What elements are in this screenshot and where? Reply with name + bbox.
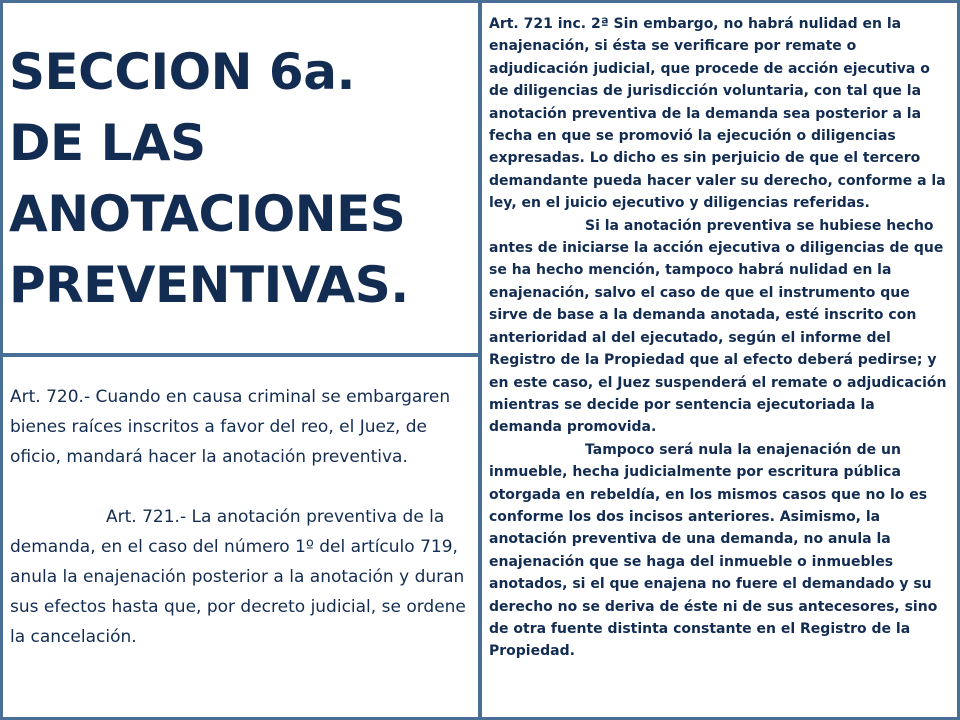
- title-line-1: SECCION 6a.: [9, 43, 355, 101]
- title-line-4: PREVENTIVAS.: [9, 256, 409, 314]
- section-title: [9, 37, 409, 321]
- article-720: Art. 720.- Cuando en causa criminal se embargaren bienes raíces inscritos a favor del reo, el Juez, de oficio, mandará hacer la anotación preventiva.: [10, 387, 451, 467]
- article-721-paragraph-3: Tampoco será nula la enajenación de un inmueble, hecha judicialmente por escritura pública otorgada en rebeldía, en los mismos casos que no lo es conforme los dos incisos anteriores. Asimismo, la anotación preventiva de una demanda, no anula la enajenación que se haga del inmueble o inmuebles anotados, si el que enajena no fuere el demandado y su derecho no se deriva de éste ni de sus antecesores, sino de otra fuente distinta constante en el Registro de la Propiedad.: [489, 441, 938, 660]
- left-text-panel: [3, 357, 478, 717]
- article-721-paragraph-2: Si la anotación preventiva se hubiese hecho antes de iniciarse la acción ejecutiva o diligencias de que se ha hecho mención, tampoco habrá nulidad en la enajenación, salvo el caso de que el instrumento que sirve de base a la demanda anotada, esté inscrito con anterioridad al del ejecutado, según el informe del Registro de la Propiedad que al efecto deberá pedirse; y en este caso, el Juez suspenderá el remate o adjudicación mientras se decide por sentencia ejecutoriada la demanda promovida.: [489, 217, 947, 436]
- right-text-body: [489, 13, 951, 663]
- paragraph-gap: [10, 472, 472, 502]
- article-721: Art. 721.- La anotación preventiva de la demanda, en el caso del número 1º del artículo 719, anula la enajenación posterior a la anotación y duran sus efectos hasta que, por decreto judicial, se ordene la cancelación.: [10, 507, 466, 647]
- right-text-panel: [482, 3, 957, 717]
- title-panel: [3, 3, 478, 353]
- article-721-inc-2: Art. 721 inc. 2ª Sin embargo, no habrá nulidad en la enajenación, si ésta se verificare por remate o adjudicación judicial, que procede de acción ejecutiva o de diligencias de jurisdicción voluntaria, con tal que la anotación preventiva de la demanda sea posterior a la fecha en que se promovió la ejecución o diligencias expresadas. Lo dicho es sin perjuicio de que el tercero demandante pueda hacer valer su derecho, conforme a la ley, en el juicio ejecutivo y diligencias referidas.: [489, 16, 946, 212]
- left-text-body: [10, 382, 472, 652]
- title-line-3: ANOTACIONES: [9, 185, 406, 243]
- title-line-2: DE LAS: [9, 114, 206, 172]
